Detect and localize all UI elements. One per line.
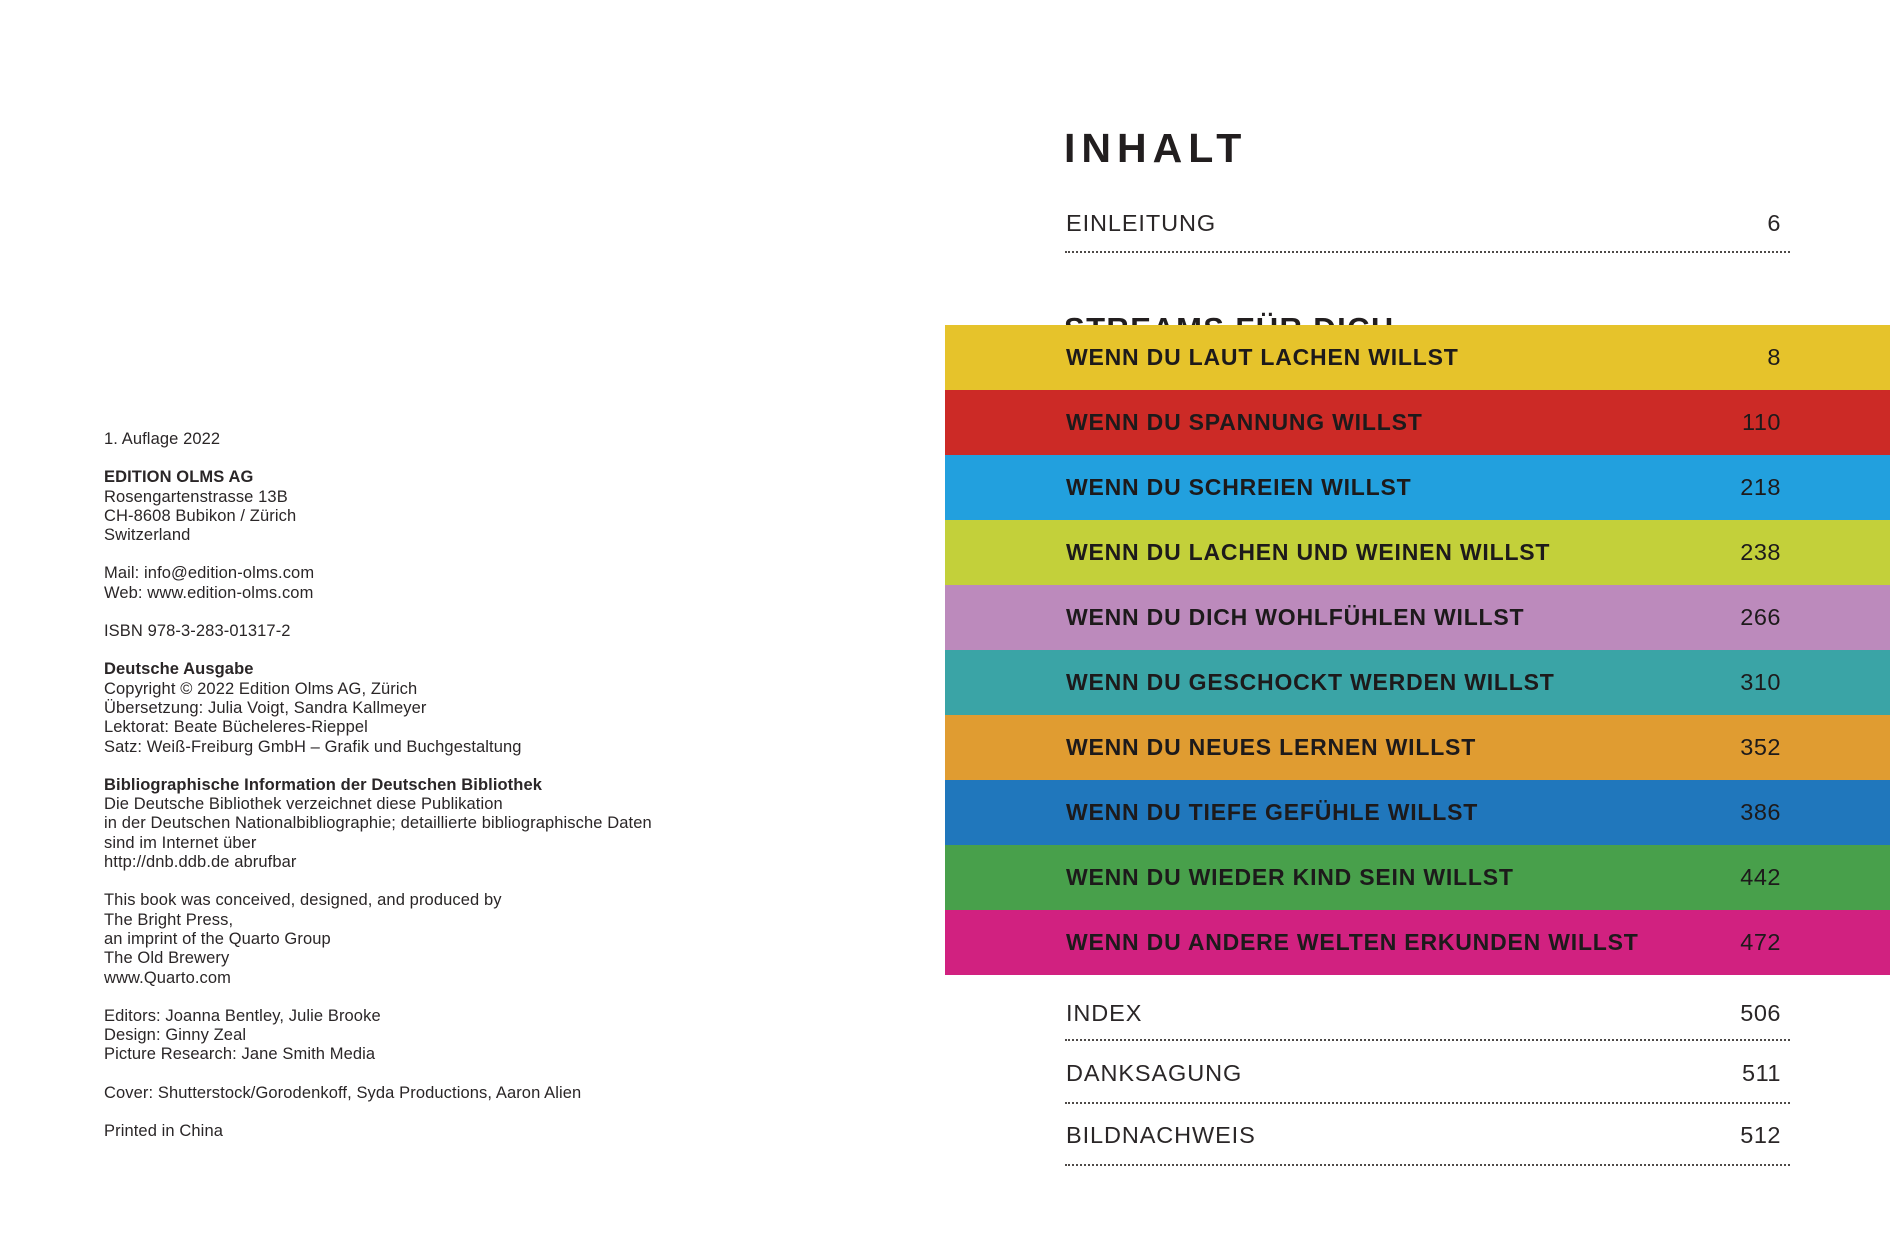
imprint-paragraph-credits	[104, 1007, 744, 1065]
toc-row-label: DANKSAGUNG	[1066, 1059, 1243, 1086]
imprint-line: 1. Auflage 2022	[104, 430, 221, 448]
toc-stream-label: WENN DU NEUES LERNEN WILLST	[1066, 734, 1477, 760]
toc-stream-page: 386	[1740, 799, 1781, 825]
toc-stream-row	[945, 715, 1890, 780]
toc-stream-label: WENN DU LAUT LACHEN WILLST	[1066, 344, 1459, 370]
toc-stream-page: 8	[1767, 344, 1781, 370]
page-title: INHALT	[1064, 125, 1248, 172]
toc-stream-label: WENN DU LACHEN UND WEINEN WILLST	[1066, 539, 1551, 565]
toc-stream-row	[945, 585, 1890, 650]
imprint-line: Rosengartenstrasse 13B	[104, 487, 288, 506]
imprint-german-edition-title: Deutsche Ausgabe	[104, 660, 254, 679]
toc-stream-row	[945, 780, 1890, 845]
toc-stream-label: WENN DU ANDERE WELTEN ERKUNDEN WILLST	[1066, 929, 1639, 955]
imprint-paragraph-publisher	[104, 468, 744, 545]
toc-stream-page: 352	[1740, 734, 1781, 760]
imprint-block	[104, 430, 744, 1160]
imprint-line: Übersetzung: Julia Voigt, Sandra Kallmeyer	[104, 698, 427, 717]
toc-row-page: 506	[1740, 999, 1781, 1026]
imprint-line: sind im Internet über	[104, 833, 257, 852]
imprint-publisher-name: EDITION OLMS AG	[104, 468, 254, 487]
imprint-paragraph-bibliographic	[104, 776, 744, 872]
imprint-line: This book was conceived, designed, and produced by	[104, 891, 502, 910]
toc-stream-label: WENN DU SCHREIEN WILLST	[1066, 474, 1412, 500]
imprint-line: Copyright © 2022 Edition Olms AG, Zürich	[104, 679, 418, 698]
imprint-line: The Old Brewery	[104, 949, 230, 968]
imprint-line: Lektorat: Beate Bücheleres-Rieppel	[104, 718, 368, 737]
toc-stream-row	[945, 520, 1890, 585]
imprint-line: Die Deutsche Bibliothek verzeichnet diese Publikation	[104, 795, 503, 814]
imprint-line: CH-8608 Bubikon / Zürich	[104, 506, 297, 525]
toc-stream-row	[945, 845, 1890, 910]
imprint-isbn-line: ISBN 978-3-283-01317-2	[104, 622, 291, 641]
toc-row-label: BILDNACHWEIS	[1066, 1121, 1256, 1148]
imprint-design-line: Design: Ginny Zeal	[104, 1026, 247, 1045]
dotted-divider	[1065, 1102, 1790, 1104]
dotted-divider	[1065, 251, 1790, 253]
imprint-line: http://dnb.ddb.de abrufbar	[104, 853, 297, 872]
imprint-line: in der Deutschen Nationalbibliographie; detaillierte bibliographische Daten	[104, 814, 652, 833]
imprint-editors-line: Editors: Joanna Bentley, Julie Brooke	[104, 1006, 381, 1025]
toc-row-page: 512	[1740, 1121, 1781, 1148]
toc-row-bildnachweis	[1066, 1119, 1781, 1151]
toc-row-danksagung	[1066, 1057, 1781, 1089]
toc-stream-page: 442	[1740, 864, 1781, 890]
toc-stream-label: WENN DU SPANNUNG WILLST	[1066, 409, 1423, 435]
imprint-line: www.Quarto.com	[104, 968, 232, 987]
toc-stream-label: WENN DU DICH WOHLFÜHLEN WILLST	[1066, 604, 1525, 630]
imprint-cover-line: Cover: Shutterstock/Gorodenkoff, Syda Productions, Aaron Alien	[104, 1083, 582, 1102]
toc-stream-label: WENN DU GESCHOCKT WERDEN WILLST	[1066, 669, 1555, 695]
imprint-paragraph-production	[104, 891, 744, 987]
toc-stream-row	[945, 650, 1890, 715]
imprint-web-line: Web: www.edition-olms.com	[104, 583, 314, 602]
toc-row-einleitung	[1066, 207, 1781, 239]
toc-row-index	[1066, 997, 1781, 1029]
imprint-paragraph-german-edition	[104, 660, 744, 756]
toc-stream-page: 472	[1740, 929, 1781, 955]
imprint-line: Satz: Weiß-Freiburg GmbH – Grafik und Buchgestaltung	[104, 737, 522, 756]
toc-stream-page: 310	[1740, 669, 1781, 695]
toc-stream-row	[945, 455, 1890, 520]
imprint-line: an imprint of the Quarto Group	[104, 929, 331, 948]
imprint-picture-research-line: Picture Research: Jane Smith Media	[104, 1045, 376, 1064]
toc-row-page: 511	[1742, 1059, 1781, 1086]
imprint-paragraph-printed	[104, 1122, 744, 1141]
imprint-mail-line: Mail: info@edition-olms.com	[104, 564, 315, 583]
imprint-line: Switzerland	[104, 526, 191, 545]
toc-stream-label: WENN DU TIEFE GEFÜHLE WILLST	[1066, 799, 1479, 825]
toc-row-label: EINLEITUNG	[1066, 209, 1217, 236]
toc-stream-row	[945, 390, 1890, 455]
toc-stream-page: 238	[1740, 539, 1781, 565]
toc-row-page: 6	[1767, 209, 1781, 236]
imprint-paragraph-isbn	[104, 622, 744, 641]
toc-stream-label: WENN DU WIEDER KIND SEIN WILLST	[1066, 864, 1514, 890]
toc-stream-page: 218	[1740, 474, 1781, 500]
imprint-paragraph-contact	[104, 564, 744, 603]
dotted-divider	[1065, 1039, 1790, 1041]
dotted-divider	[1065, 1164, 1790, 1166]
toc-stream-row	[945, 910, 1890, 975]
imprint-paragraph-cover	[104, 1084, 744, 1103]
imprint-line: The Bright Press,	[104, 910, 234, 929]
toc-row-label: INDEX	[1066, 999, 1143, 1026]
toc-stream-page: 266	[1740, 604, 1781, 630]
toc-stream-bars	[945, 325, 1890, 975]
imprint-bibliographic-title: Bibliographische Information der Deutschen Bibliothek	[104, 775, 543, 794]
imprint-printed-line: Printed in China	[104, 1122, 224, 1141]
imprint-paragraph-edition	[104, 430, 744, 449]
toc-stream-row	[945, 325, 1890, 390]
toc-stream-page: 110	[1742, 409, 1781, 435]
